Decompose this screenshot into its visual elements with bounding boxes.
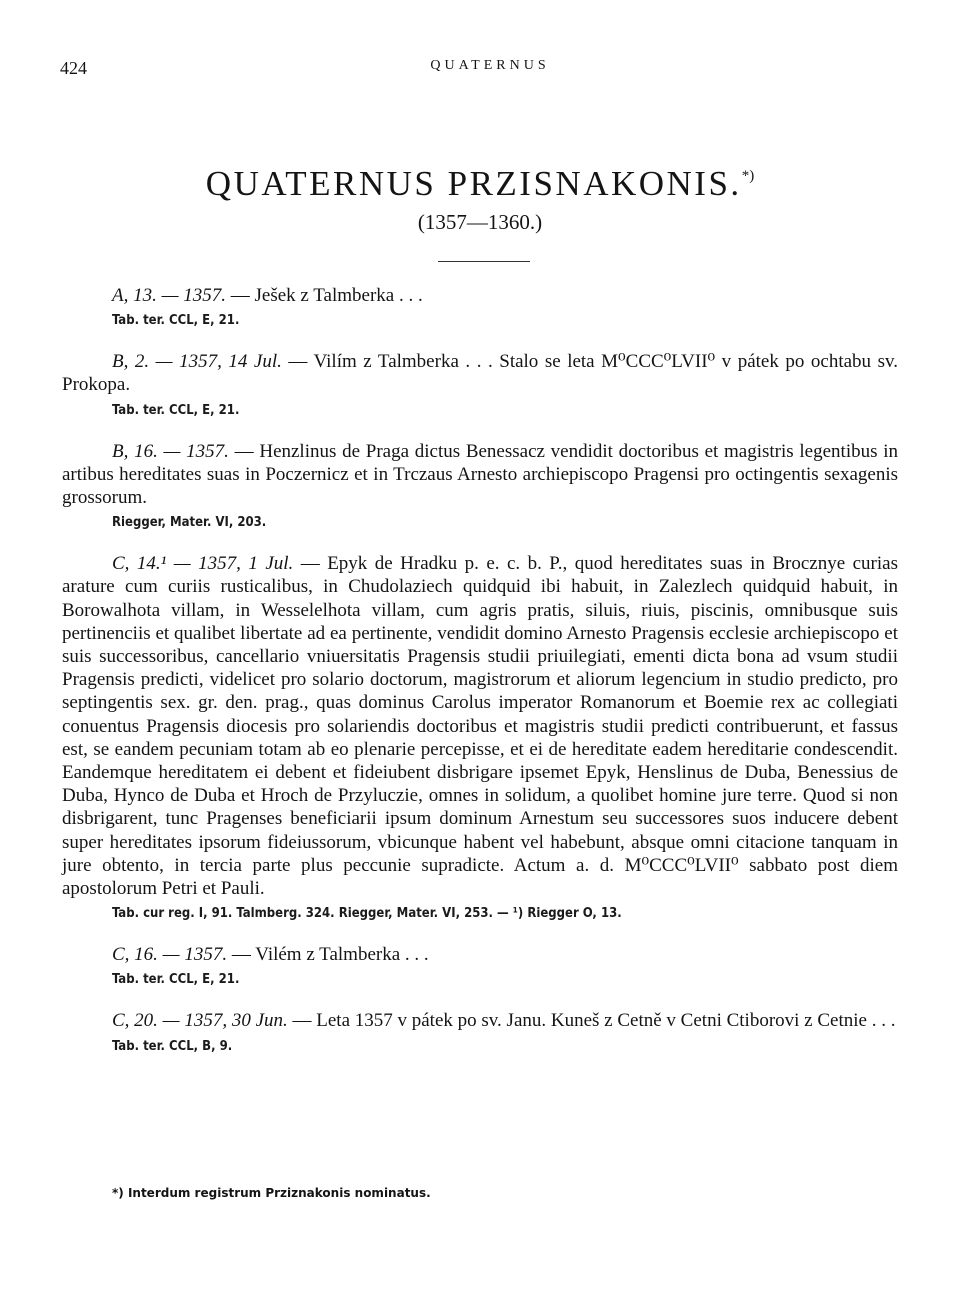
entry-source: Riegger, Mater. VI, 203. <box>112 515 267 531</box>
title-divider <box>438 261 530 262</box>
entry-reference: B, 2. — 1357, 14 Jul. <box>112 351 282 373</box>
entry-reference: C, 14.¹ — 1357, 1 Jul. <box>112 553 294 575</box>
entry-reference: C, 20. — 1357, 30 Jun. <box>112 1010 288 1032</box>
entry-source: Tab. ter. CCL, E, 21. <box>112 313 240 329</box>
entry-text <box>62 552 898 900</box>
entry-body: — Ješek z Talmberka . . . <box>226 285 423 306</box>
entries-list <box>62 284 898 1076</box>
entry-reference: C, 16. — 1357. <box>112 944 228 966</box>
entry-source: Tab. cur reg. I, 91. Talmberg. 324. Riegger, Mater. VI, 253. — ¹) Riegger O, 13. <box>112 906 622 922</box>
page-number: 424 <box>60 58 87 78</box>
entry-source: Tab. ter. CCL, E, 21. <box>112 402 240 418</box>
entry-text <box>62 943 898 966</box>
entry-source: Tab. ter. CCL, B, 9. <box>112 1038 233 1054</box>
entry-text <box>62 350 898 396</box>
running-head <box>60 58 900 82</box>
entry-text <box>62 440 898 510</box>
entry-reference: B, 16. — 1357. <box>112 440 229 462</box>
entry <box>62 943 898 989</box>
entry-text <box>62 1009 898 1032</box>
entry-body: — Vilém z Talmberka . . . <box>227 944 429 966</box>
footnote: *) Interdum registrum Prziznakonis nominatus. <box>112 1186 431 1200</box>
page-title-text: QUATERNUS PRZISNAKONIS. <box>205 164 742 203</box>
entry-body: — Epyk de Hradku p. e. c. b. P., quod hereditates suas in Brocznye curias arature cum curiis rusticalibus, in Chudolaziech quidquid ibi habuit, in Zalezlech quidquid habuit, in Borowalhota villam, in Wesselelhota villam, cum agris pratis, siluis, riuis, piscinis, omnibusque suis pertinenciis et qualibet libertate ad ea pertinente, vendidit domino Arnesto Pragensis ecclesie archiepiscopo et suis successoribus, cancellario vniuersitatis Pragensis studii priuilegiati, ementi dicta bona ad vsum studii Pragensis predicti, videlicet pro solario doctorum, magistrorum et aliorum legencium in studio predicto, pro septingentis sex. gr. den. prag., quas dominus Carolus imperator Romanorum et Boemie rex ac collegiati conuentus Pragensis diocesis pro solariendis doctoribus et magistris studii predicti contribuerunt, et fassus est, se eandem pecuniam totam ab eo plenarie percepisse, et ei de hereditate eadem hereditarie condescendit. Eandemque hereditatem ei debent et fideiubent disbrigare ipsemet Epyk, Henslinus de Duba, Benessius de Duba, Hynco de Duba et Hroch de Przyluczie, omnes in solidum, a quolibet homine jure terre. Quod si non disbrigarent, tunc Pragenses beneficiarii ipsum dominum Arnestum seu successores suos inducere debent super hereditates ipsorum fideiussorum, vbicunque habent vel habebunt, absque omni citacione tanquam in jure obtento, in tercia parte plus peccunie supradicte. Actum a. d. M⁰CCC⁰LVII⁰ sabbato post diem apostolorum Petri et Pauli. <box>62 553 898 900</box>
entry-text <box>62 284 898 307</box>
running-title: QUATERNUS <box>430 58 550 73</box>
entry <box>62 284 898 330</box>
entry <box>62 552 898 923</box>
entry-body: — Henzlinus de Praga dictus Benessacz vendidit doctoribus et magistris legentibus in artibus hereditates suas in Poczernicz et in Trczaus Arnesto archiepiscopo Pragensi pro octingentis sexagenis grossorum. <box>62 440 898 509</box>
entry <box>62 350 898 419</box>
entry <box>62 1009 898 1055</box>
title-years: (1357—1360.) <box>417 210 543 234</box>
entry-body: — Leta 1357 v pátek po sv. Janu. Kuneš z Cetně v Cetni Ctiborovi z Cetnie . . . <box>287 1010 896 1032</box>
title-footnote-marker: *) <box>741 168 755 184</box>
entry-source: Tab. ter. CCL, E, 21. <box>112 972 240 988</box>
entry-reference: A, 13. — 1357. <box>112 285 226 306</box>
entry <box>62 440 898 533</box>
page-title <box>0 164 960 204</box>
entry-body: — Vilím z Talmberka . . . Stalo se leta M⁰CCC⁰LVII⁰ v pátek po ochtabu sv. Prokopa. <box>62 351 898 396</box>
